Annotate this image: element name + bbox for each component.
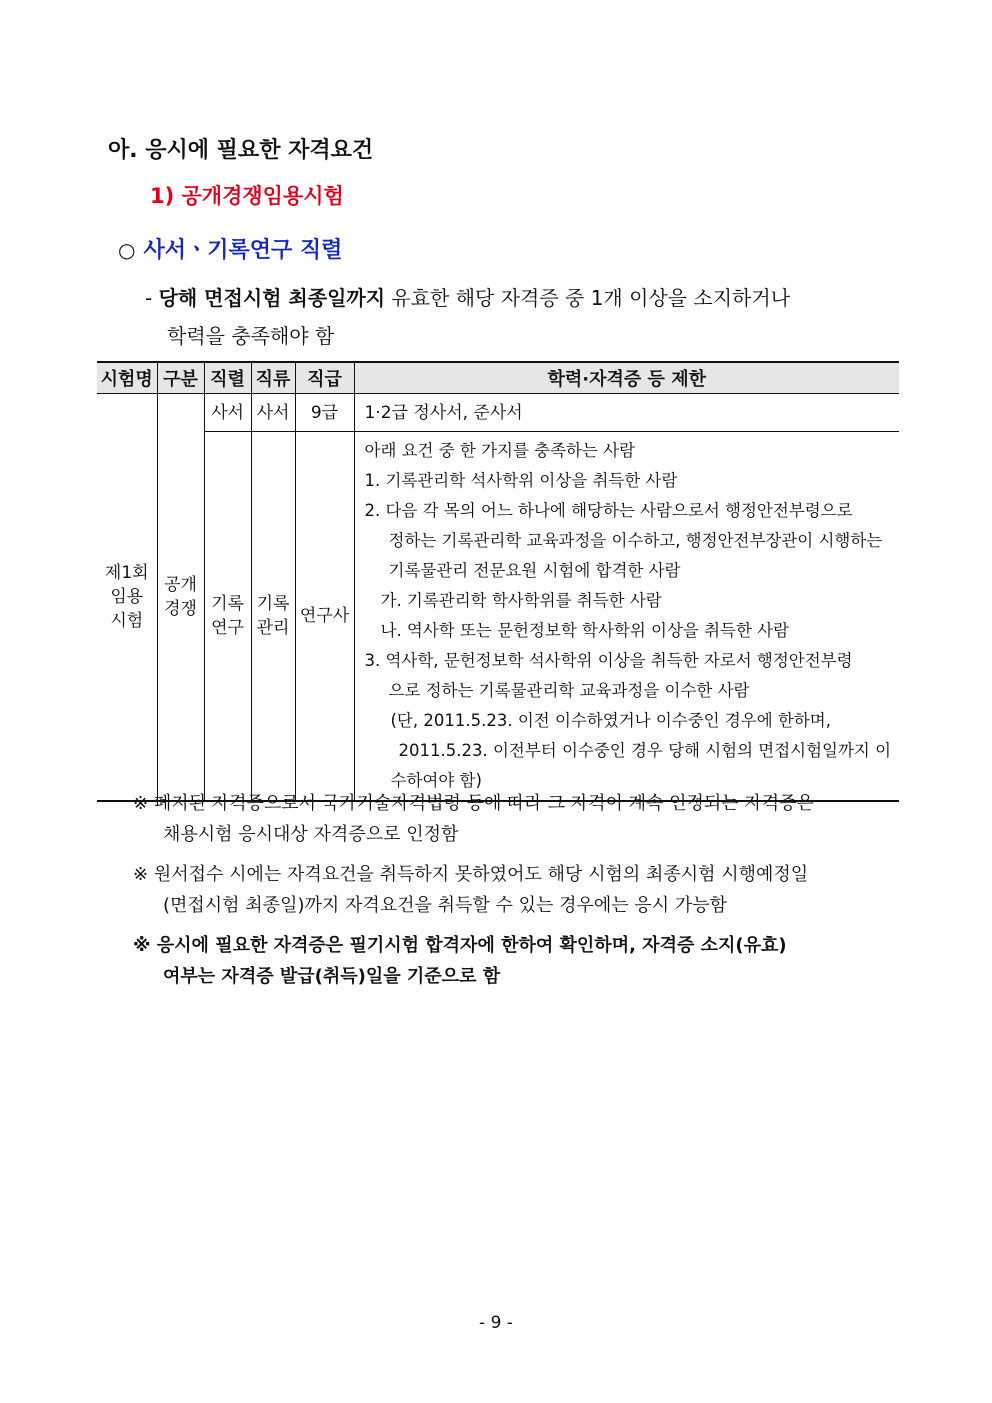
req-line: 1. 기록관리학 석사학위 이상을 취득한 사람: [364, 471, 678, 490]
branch-cell: 사서: [251, 394, 295, 432]
header-grade: 직급: [295, 362, 354, 394]
table-header-row: [97, 362, 899, 394]
intro-line-2: 학력을 충족해야 함: [167, 324, 335, 348]
job-series-heading: [118, 233, 342, 264]
header-exam-name: 시험명: [97, 362, 157, 394]
dash-bullet: -: [145, 286, 153, 310]
reference-mark-icon: ※: [133, 864, 149, 885]
reference-mark-icon: ※: [133, 793, 149, 814]
req-line: (단, 2011.5.23. 이전 이수하였거나 이수중인 경우에 한하며,: [390, 711, 831, 730]
note-text: 원서접수 시에는 자격요건을 취득하지 못하였어도 해당 시험의 최종시험 시행예정일: [153, 864, 809, 885]
exam-name-cell: 제1회 임용 시험: [97, 394, 157, 802]
circle-bullet-icon: ○: [118, 238, 136, 262]
series-cell: 사서: [204, 394, 251, 432]
page-number: - 9 -: [479, 1313, 513, 1333]
intro-bold-text: 당해 면접시험 최종일까지: [158, 286, 386, 310]
req-line: 2011.5.23. 이전부터 이수중인 경우 당해 시험의 면접시험일까지 이: [398, 741, 892, 760]
grade-cell: 연구사: [295, 432, 354, 802]
req-line: 나. 역사학 또는 문헌정보학 학사학위 이상을 취득한 사람: [380, 621, 790, 640]
note-2-line-1: [133, 860, 808, 886]
note-2-line-2: (면접시험 최종일)까지 자격요건을 취득할 수 있는 경우에는 응시 가능함: [163, 895, 728, 916]
header-branch: 직류: [251, 362, 295, 394]
series-cell: 기록 연구: [204, 432, 251, 802]
note-3-line-2: 여부는 자격증 발급(취득)일을 기준으로 함: [163, 966, 501, 987]
note-text: 응시에 필요한 자격증은 필기시험 합격자에 한하여 확인하며, 자격증 소지(유효): [156, 935, 787, 956]
requirement-cell: 1·2급 정사서, 준사서: [354, 394, 899, 432]
table-row: [97, 432, 899, 802]
req-line: 정하는 기록관리학 교육과정을 이수하고, 행정안전부장관이 시행하는: [388, 531, 883, 550]
grade-cell: 9급: [295, 394, 354, 432]
table-row: [97, 394, 899, 432]
req-line: 2. 다음 각 목의 어느 하나에 해당하는 사람으로서 행정안전부령으로: [364, 501, 853, 520]
requirement-cell: [354, 432, 899, 802]
req-line: 가. 기록관리학 학사학위를 취득한 사람: [380, 591, 662, 610]
req-line: 기록물관리 전문요원 시험에 합격한 사람: [388, 561, 681, 580]
note-3-line-1: [133, 931, 787, 957]
note-1-line-1: [133, 789, 814, 815]
req-line: 수하여야 함): [390, 771, 482, 790]
req-line: 으로 정하는 기록물관리학 교육과정을 이수한 사람: [388, 681, 750, 700]
header-series: 직렬: [204, 362, 251, 394]
category-cell: 공개 경쟁: [157, 394, 204, 802]
job-series-title: 사서ㆍ기록연구 직렬: [143, 238, 343, 263]
req-line: 아래 요건 중 한 가지를 충족하는 사람: [364, 441, 636, 460]
intro-rest-text: 유효한 해당 자격증 중 1개 이상을 소지하거나: [385, 286, 791, 310]
subsection-heading: 1) 공개경쟁임용시험: [150, 184, 344, 208]
header-requirements: 학력·자격증 등 제한: [354, 362, 899, 394]
note-text: 폐지된 자격증으로서 국가기술자격법령 등에 따라 그 자격이 계속 인정되는 자격증은: [153, 793, 814, 814]
intro-line-1: [145, 282, 790, 311]
requirements-table: [97, 361, 899, 802]
branch-cell: 기록 관리: [251, 432, 295, 802]
reference-mark-icon: ※: [133, 935, 151, 956]
note-1-line-2: 채용시험 응시대상 자격증으로 인정함: [163, 824, 459, 845]
req-line: 3. 역사학, 문헌정보학 석사학위 이상을 취득한 자로서 행정안전부령: [364, 651, 853, 670]
header-category: 구분: [157, 362, 204, 394]
section-heading: 아. 응시에 필요한 자격요건: [108, 138, 374, 163]
